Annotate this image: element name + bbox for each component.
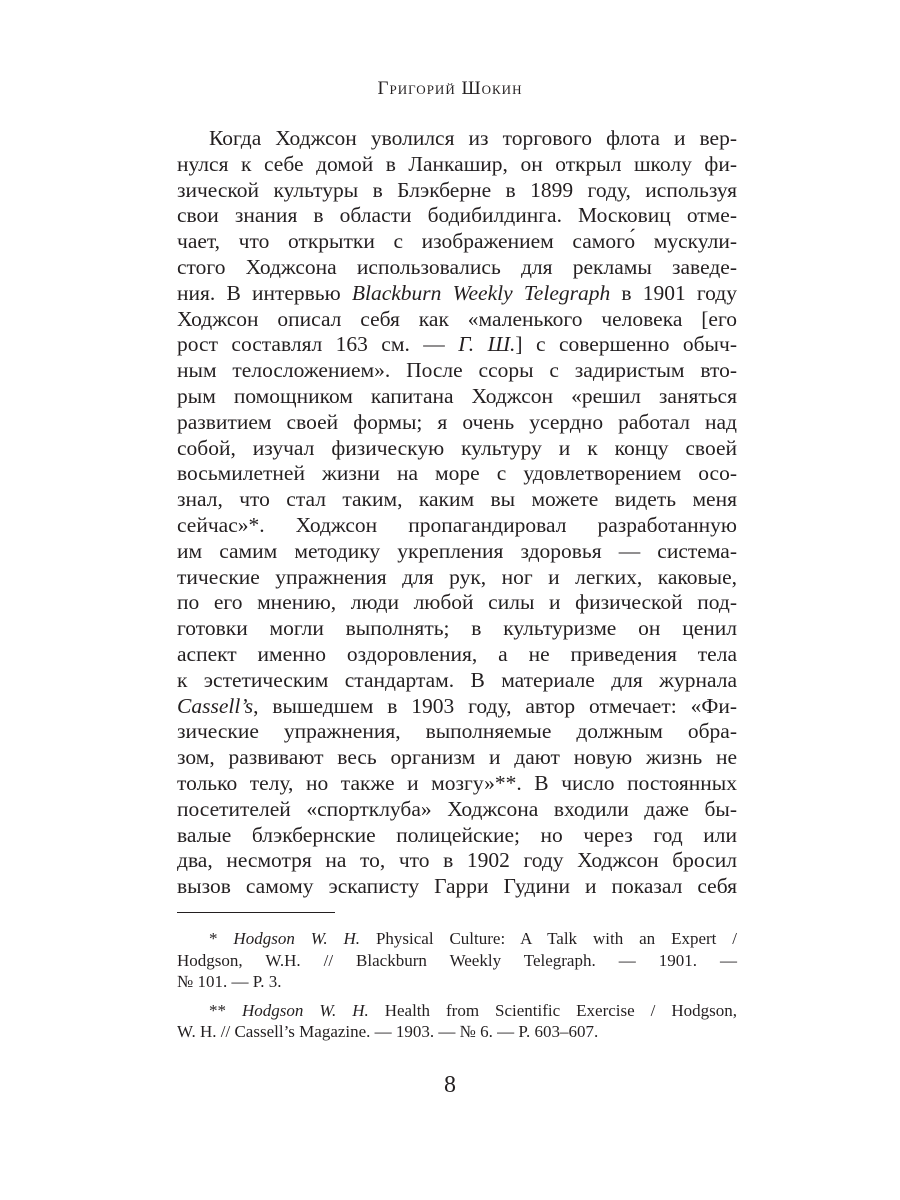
footnote (177, 1000, 737, 1043)
text-line (177, 436, 737, 462)
italic-text: Г. Ш. (458, 332, 516, 357)
text-line (177, 1021, 737, 1043)
text-segment: вызов самому эскаписту Гарри Гудини и показал себя (177, 874, 737, 899)
footnote (177, 928, 737, 993)
text-segment: ным телосложением». После ссоры с задиристым вто- (177, 358, 737, 383)
text-segment: Ходжсон описал себя как «маленького человека [его (177, 306, 737, 331)
text-line (177, 358, 737, 384)
text-segment: зической культуры в Блэкберне в 1899 году, используя (177, 177, 737, 202)
text-line (177, 928, 737, 950)
text-segment: к эстетическим стандартам. В материале для журнала (177, 667, 737, 692)
text-segment: собой, изучал физическую культуру и к концу своей (177, 435, 737, 460)
text-line (177, 332, 737, 358)
italic-text: Blackburn Weekly Telegraph (351, 280, 611, 305)
italic-text: Hodgson W. H. (233, 929, 361, 948)
text-line (177, 797, 737, 823)
text-line (177, 410, 737, 436)
footnote-rule (177, 912, 335, 913)
text-line (177, 590, 737, 616)
text-segment: рым помощником капитана Ходжсон «решил заняться (177, 383, 737, 408)
text-line (177, 229, 737, 255)
text-line (177, 461, 737, 487)
text-segment: готовки могли выполнять; в культуризме он ценил (177, 616, 737, 641)
text-line (177, 694, 737, 720)
text-line (177, 719, 737, 745)
text-line (177, 307, 737, 333)
text-line (177, 971, 737, 993)
text-segment: им самим методику укрепления здоровья — система- (177, 538, 737, 563)
text-segment: восьмилетней жизни на море с удовлетворением осо- (177, 461, 737, 486)
text-line (177, 745, 737, 771)
text-line (177, 616, 737, 642)
text-line (177, 874, 737, 900)
text-segment: аспект именно оздоровления, а не приведения тела (177, 641, 737, 666)
text-line (177, 384, 737, 410)
text-line (177, 126, 737, 152)
text-line (177, 281, 737, 307)
text-line (177, 1000, 737, 1022)
text-segment: развитием своей формы; я очень усердно работал над (177, 409, 737, 434)
text-segment: стого Ходжсона использовались для рекламы заведе- (177, 254, 737, 279)
italic-text: Cassell’s (177, 693, 254, 718)
text-segment: только телу, но также и мозгу»**. В число постоянных (177, 770, 737, 795)
running-head: Григорий Шокин (377, 78, 523, 99)
text-line (177, 565, 737, 591)
page-number: 8 (444, 1072, 456, 1098)
text-segment: нулся к себе домой в Ланкашир, он открыл школу фи- (177, 151, 737, 176)
text-segment: Когда Ходжсон уволился из торгового флота и вер- (209, 126, 737, 150)
text-segment: ** (209, 1000, 242, 1020)
text-segment: рост составлял 163 см. — (177, 332, 459, 357)
text-segment: * (209, 929, 234, 948)
text-line (177, 848, 737, 874)
text-segment: W. H. // Cassell’s Magazine. — 1903. — № 6. — P. 603–607. (177, 1022, 599, 1041)
text-segment: Health from Scientific Exercise / Hodgson, (368, 1000, 737, 1020)
text-segment: в 1901 году (610, 280, 737, 305)
text-segment: зом, развивают весь организм и дают новую жизнь не (177, 745, 737, 770)
text-line (177, 513, 737, 539)
text-segment: знал, что стал таким, каким вы можете видеть меня (177, 487, 737, 512)
text-line (177, 823, 737, 849)
text-segment: ] с совершенно обыч- (515, 332, 737, 357)
text-segment: № 101. — P. 3. (177, 972, 282, 991)
text-line (177, 178, 737, 204)
text-line (177, 539, 737, 565)
text-segment: два, несмотря на то, что в 1902 году Ходжсон бросил (177, 848, 737, 873)
text-line (177, 203, 737, 229)
text-segment: Physical Culture: A Talk with an Expert / (360, 929, 738, 948)
body-text (177, 126, 737, 900)
text-line (177, 771, 737, 797)
text-segment: посетителей «спортклуба» Ходжсона входили даже бы- (177, 796, 737, 821)
text-segment: валые блэкбернские полицейские; но через год или (177, 822, 737, 847)
text-segment: по его мнению, люди любой силы и физической под- (177, 590, 737, 615)
text-line (177, 255, 737, 281)
text-segment: сейчас»*. Ходжсон пропагандировал разработанную (177, 512, 737, 537)
footnotes (177, 928, 737, 1050)
text-line (177, 487, 737, 513)
italic-text: Hodgson W. H. (241, 1000, 369, 1020)
text-segment: свои знания в области бодибилдинга. Московиц отме- (177, 203, 737, 228)
text-segment: зические упражнения, выполняемые должным обра- (177, 719, 737, 744)
text-segment: ния. В интервью (177, 280, 352, 305)
text-segment: , вышедшем в 1903 году, автор отмечает: «Фи- (253, 693, 737, 718)
text-line (177, 152, 737, 178)
text-segment: чает, что открытки с изображением самого́ мускули- (177, 229, 737, 254)
text-segment: тические упражнения для рук, ног и легких, каковые, (177, 564, 737, 589)
text-line (177, 950, 737, 972)
text-line (177, 642, 737, 668)
text-line (177, 668, 737, 694)
text-segment: Hodgson, W.H. // Blackburn Weekly Telegraph. — 1901. — (177, 950, 737, 970)
